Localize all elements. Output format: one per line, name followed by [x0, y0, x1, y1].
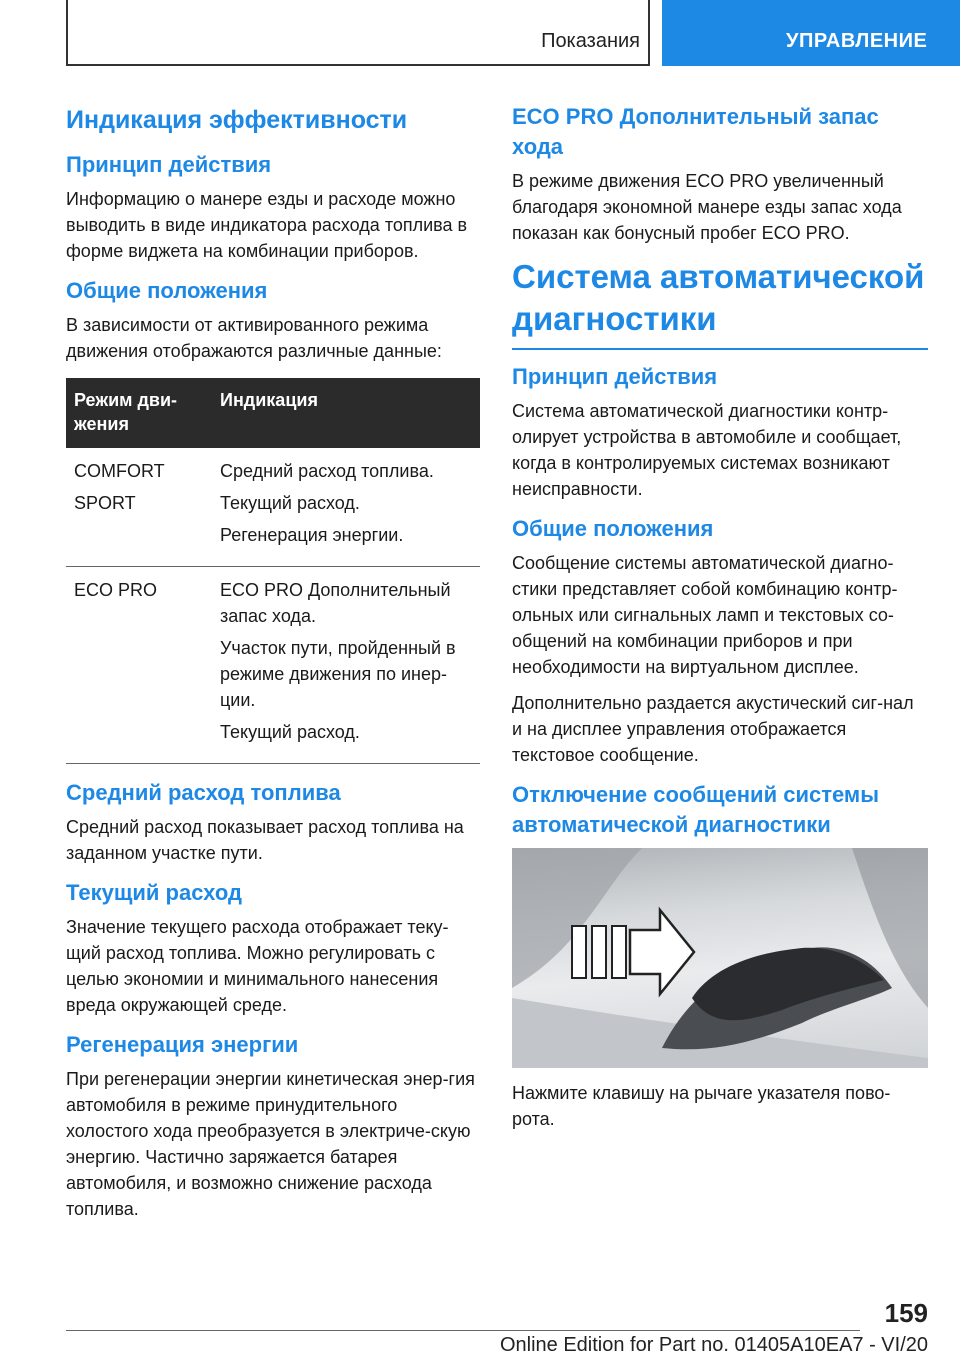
- page-number: 159: [884, 1298, 928, 1328]
- modes-table: [66, 378, 480, 764]
- indication-cell: [212, 567, 480, 764]
- header-left-rule: [66, 0, 68, 66]
- indication-item: ECO PRO Дополнительный запас хода.: [220, 580, 451, 626]
- left-column: [66, 100, 480, 1232]
- mode-name: SPORT: [74, 493, 136, 513]
- current-consumption-text: Значение текущего расхода отображает теку-щий расход топлива. Можно регулировать с целью экономии и минимального нанесения вреда окружающей среде.: [66, 917, 449, 1015]
- indication-item: Средний расход топлива.: [220, 461, 434, 481]
- general-heading: Общие положения: [66, 278, 268, 303]
- eco-pro-text: В режиме движения ECO PRO увеличенный благодаря экономной манере езды запас хода показан как бонусный пробег ECO PRO.: [512, 171, 902, 243]
- header-section-label: Показания: [541, 30, 640, 52]
- regeneration-text: При регенерации энергии кинетическая энер-гия автомобиля в режиме принудительного холостого хода преобразуется в электриче-скую энергию. Частично заряжается батарея автомобиля, и возможно снижение расхода топлива.: [66, 1069, 475, 1219]
- table-header-row: [66, 378, 480, 448]
- indication-item: Текущий расход.: [220, 493, 360, 513]
- principle-text: Информацию о манере езды и расходе можно выводить в виде индикатора расхода топлива в форме виджета на комбинации приборов.: [66, 189, 468, 261]
- diag-principle-heading: Принцип действия: [512, 364, 718, 389]
- eco-pro-heading: ECO PRO Дополнительный запас хода: [512, 104, 879, 159]
- efficiency-title: Индикация эффективности: [66, 106, 408, 134]
- indication-item: Регенерация энергии.: [220, 525, 404, 545]
- current-consumption-heading: Текущий расход: [66, 880, 242, 905]
- avg-consumption-heading: Средний расход топлива: [66, 780, 341, 805]
- header-bottom-rule: [66, 64, 650, 66]
- regeneration-heading: Регенерация энергии: [66, 1032, 299, 1057]
- diag-general-heading: Общие положения: [512, 516, 714, 541]
- right-column: [512, 100, 928, 1142]
- diag-general-text-2: Дополнительно раздается акустический сиг-нал и на дисплее управления отображается текстовое сообщение.: [512, 693, 914, 765]
- mode-cell: [66, 567, 212, 764]
- disable-messages-text: Нажмите клавишу на рычаге указателя пово-рота.: [512, 1083, 891, 1129]
- indication-item: Участок пути, пройденный в режиме движения по инер-ции.: [220, 638, 456, 710]
- table-row: [66, 567, 480, 764]
- mode-name: ECO PRO: [74, 580, 158, 600]
- diag-general-text-1: Сообщение системы автоматической диагно-стики представляет собой комбинацию контр-ольных или сигнальных ламп и текстовых со-общений на комбинации приборов и при необходимости на виртуальном дисплее.: [512, 553, 898, 677]
- mode-name: COMFORT: [74, 461, 165, 481]
- turn-signal-lever-illustration: [512, 848, 928, 1068]
- diagnostics-title: Система автоматической диагностики: [512, 256, 928, 350]
- indication-item: Текущий расход.: [220, 722, 360, 742]
- table-row: [66, 448, 480, 567]
- indication-cell: [212, 448, 480, 567]
- header-mode: Режим дви-жения: [66, 378, 212, 448]
- avg-consumption-text: Средний расход показывает расход топлива на заданном участке пути.: [66, 817, 464, 863]
- footer-rule: [66, 1330, 860, 1331]
- header-chapter-tab: УПРАВЛЕНИЕ: [662, 0, 960, 66]
- general-text: В зависимости от активированного режима движения отображаются различные данные:: [66, 315, 442, 361]
- diag-principle-text: Система автоматической диагностики контр-олирует устройства в автомобиле и сообщает, когда в контролируемых системах возникают неисправности.: [512, 401, 902, 499]
- header-indication: Индикация: [212, 378, 480, 448]
- mode-cell: [66, 448, 212, 567]
- edition-text: Online Edition for Part no. 01405A10EA7 - VI/20: [499, 1334, 928, 1356]
- principle-heading: Принцип действия: [66, 152, 272, 177]
- header-divider: [648, 0, 650, 66]
- disable-messages-heading: Отключение сообщений системы автоматической диагностики: [512, 782, 879, 837]
